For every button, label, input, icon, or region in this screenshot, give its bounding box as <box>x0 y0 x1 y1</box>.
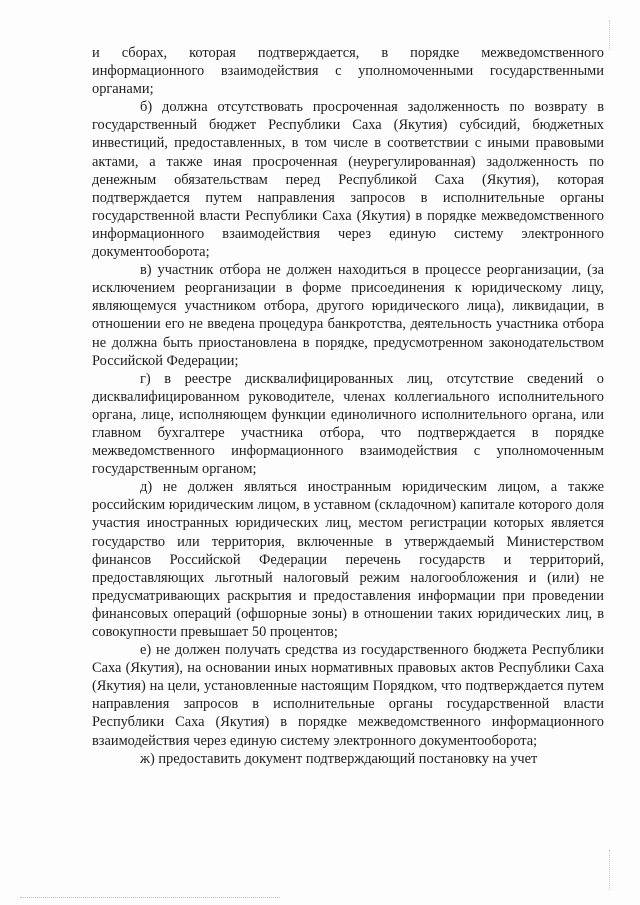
scan-bottom-mark <box>20 897 280 899</box>
paragraph-g: г) в реестре дисквалифицированных лиц, отсутствие сведений о дисквалифицированном руководителе, членах коллегиального исполнительного органа, лице, исполняющем функции единоличного исполнительного органа, или главном бухгалтере участника отбора, что подтверждается в порядке межведомственного информационного взаимодействия с уполномоченным государственным органом; <box>92 370 604 478</box>
document-body <box>92 44 604 768</box>
scan-edge-mark-bottom <box>608 850 610 890</box>
paragraph-zh: ж) предоставить документ подтверждающий постановку на учет <box>140 750 538 767</box>
paragraph-d: д) не должен являться иностранным юридическим лицом, а также российским юридическим лицом, в уставном (складочном) капитале которого доля участия иностранных юридических лиц, местом регистрации которых является государство или территория, включенные в утверждаемый Министерством финансов Российской Федерации перечень государств и территорий, предоставляющих льготный налоговый режим налогообложения и (или) не предусматривающих раскрытия и предоставления информации при проведении финансовых операций (офшорные зоны) в отношении таких юридических лиц, в совокупности превышает 50 процентов; <box>92 479 604 640</box>
scan-edge-mark <box>608 20 610 50</box>
paragraph-v: в) участник отбора не должен находиться в процессе реорганизации, (за исключением реорганизации в форме присоединения к юридическому лицу, являющемуся участником отбора, другого юридического лица), ликвидации, в отношении его не введена процедура банкротства, деятельность участника отбора не должна быть приостановлена в порядке, предусмотренном законодательством Российской Федерации; <box>92 262 604 369</box>
paragraph-b: б) должна отсутствовать просроченная задолженность по возврату в государственный бюджет Республики Саха (Якутия) субсидий, бюджетных инвестиций, предоставленных, в том числе в соответствии с иными правовыми актами, а также иная просроченная (неурегулированная) задолженность по денежным обязательствам перед Республикой Саха (Якутия), которая подтверждается путем направления запросов в исполнительные органы государственной власти Республики Саха (Якутия) в порядке межведомственного информационного взаимодействия через единую систему электронного документооборота; <box>92 99 604 261</box>
paragraph-continuation: и сборах, которая подтверждается, в порядке межведомственного информационного взаимодействия с уполномоченными государственными органами; <box>92 45 604 98</box>
paragraph-e: е) не должен получать средства из государственного бюджета Республики Саха (Якутия), на основании иных нормативных правовых актов Республики Саха (Якутия) на цели, установленные настоящим Порядком, что подтверждается путем направления запросов в исполнительные органы государственной власти Республики Саха (Якутия) в порядке межведомственного информационного взаимодействия через единую систему электронного документооборота; <box>92 642 604 749</box>
